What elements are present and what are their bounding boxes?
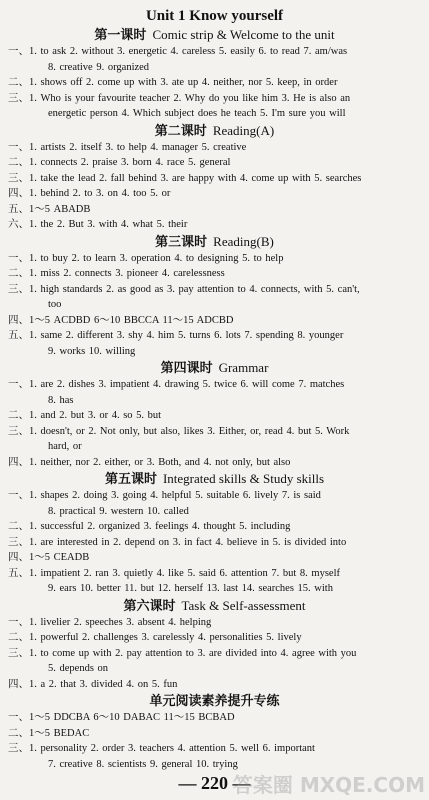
page-number: — 220 — <box>178 773 251 793</box>
section-title-en: Reading(A) <box>212 122 275 138</box>
answer-line: 二、1. connects 2. praise 3. born 4. race 5. general <box>8 157 231 168</box>
answer-line: 四、1～5 ACDBD 6～10 BBCCA 11～15 ADCBD <box>8 314 234 326</box>
answer-line: 二、1. miss 2. connects 3. pioneer 4. carelessness <box>8 268 225 279</box>
answer-line: 二、1. successful 2. organized 3. feelings 4. thought 5. including <box>8 521 291 532</box>
section-title-en: Integrated skills & Study skills <box>162 471 325 486</box>
section-title-en: Task & Self-assessment <box>181 597 306 613</box>
answer-line: 四、1. a 2. that 3. divided 4. on 5. fun <box>8 678 178 690</box>
section-title <box>0 597 429 615</box>
answer-line: 二、1. powerful 2. challenges 3. carelessly 4. personalities 5. lively <box>8 632 302 643</box>
answer-line: 三、1. to come up with 2. pay attention to 3. are divided into 4. agree with you <box>8 647 357 659</box>
section-title-cn: 单元阅读素养提升专练 <box>149 693 280 708</box>
section-title-cn: 第五课时 <box>104 471 157 486</box>
answer-line: 二、1. and 2. but 3. or 4. so 5. but <box>8 410 162 421</box>
answer-line: 9. ears 10. better 11. but 12. herself 13. last 14. searches 15. with <box>48 583 333 594</box>
answer-line: 一、1. to buy 2. to learn 3. operation 4. to designing 5. to help <box>8 252 284 264</box>
answer-line: 7. creative 8. scientists 9. general 10. trying <box>48 758 238 770</box>
section-title-en: Comic strip & Welcome to the unit <box>152 27 335 42</box>
answer-line: energetic person 4. Which subject does he teach 5. I'm sure you will <box>48 108 346 119</box>
answer-line: 三、1. personality 2. order 3. teachers 4. attention 5. well 6. important <box>8 743 315 754</box>
section-title-cn: 第四课时 <box>160 360 213 375</box>
section-title-cn: 第六课时 <box>123 597 176 613</box>
section-title <box>0 122 429 140</box>
answer-line: 一、1. to ask 2. without 3. energetic 4. careless 5. easily 6. to read 7. am/was <box>8 46 348 57</box>
section-title-cn: 第一课时 <box>94 27 147 42</box>
answer-line: 9. works 10. willing <box>48 345 136 357</box>
watermark: 答案圈 MXQE.COM <box>232 773 425 797</box>
answer-line: 5. depends on <box>48 663 109 674</box>
section-title <box>0 26 429 44</box>
answer-line: 8. practical 9. western 10. called <box>48 505 189 517</box>
answer-line: 一、1～5 DDCBA 6～10 DABAC 11～15 BCBAD <box>8 712 235 723</box>
section-title-en: Grammar <box>218 360 269 375</box>
answer-line: 五、1～5 ABADB <box>8 203 91 215</box>
answer-line: 五、1. same 2. different 3. shy 4. him 5. turns 6. lots 7. spending 8. younger <box>8 330 344 341</box>
answer-line: 四、1. behind 2. to 3. on 4. too 5. or <box>8 188 171 199</box>
answer-line: 三、1. Who is your favourite teacher 2. Why do you like him 3. He is also an <box>8 92 351 104</box>
sections-container <box>0 26 429 772</box>
answer-line: 8. creative 9. organized <box>48 61 150 73</box>
answer-line: 一、1. shapes 2. doing 3. going 4. helpful 5. suitable 6. lively 7. is said <box>8 490 321 501</box>
answer-line: 三、1. doesn't, or 2. Not only, but also, likes 3. Either, or, read 4. but 5. Work <box>8 425 350 437</box>
answer-line: 三、1. take the lead 2. fall behind 3. are happy with 4. come up with 5. searches <box>8 172 362 184</box>
answer-line: 五、1. impatient 2. ran 3. quietly 4. like 5. said 6. attention 7. but 8. myself <box>8 567 340 579</box>
answer-line: 三、1. are interested in 2. depend on 3. in fact 4. believe in 5. is divided into <box>8 536 347 548</box>
answer-line: 一、1. are 2. dishes 3. impatient 4. drawing 5. twice 6. will come 7. matches <box>8 379 345 390</box>
answer-line: hard, or <box>48 441 82 452</box>
section-title-cn: 第三课时 <box>155 233 208 249</box>
section-title-en: Reading(B) <box>213 233 274 249</box>
answer-line: 二、1. shows off 2. come up with 3. ate up 4. neither, nor 5. keep, in order <box>8 77 338 88</box>
section-title-cn: 第二课时 <box>154 122 207 138</box>
answer-line: 二、1～5 BEDAC <box>8 727 90 739</box>
answer-line: 四、1. neither, nor 2. either, or 3. Both, and 4. not only, but also <box>8 456 291 468</box>
answer-line: 8. has <box>48 394 74 406</box>
unit-title: Unit 1 Know yourself <box>145 8 284 24</box>
answer-line: 三、1. high standards 2. as good as 3. pay attention to 4. connects, with 5. can't, <box>8 283 360 295</box>
section-title <box>0 359 429 377</box>
answer-line: 一、1. artists 2. itself 3. to help 4. manager 5. creative <box>8 141 247 153</box>
section-title <box>0 692 429 710</box>
answer-line: too <box>48 299 62 310</box>
section-title <box>0 470 429 488</box>
section-title <box>0 233 429 251</box>
answer-line: 四、1～5 CEADB <box>8 552 90 563</box>
answer-line: 六、1. the 2. But 3. with 4. what 5. their <box>8 219 188 230</box>
answer-line: 一、1. livelier 2. speeches 3. absent 4. helping <box>8 616 212 628</box>
